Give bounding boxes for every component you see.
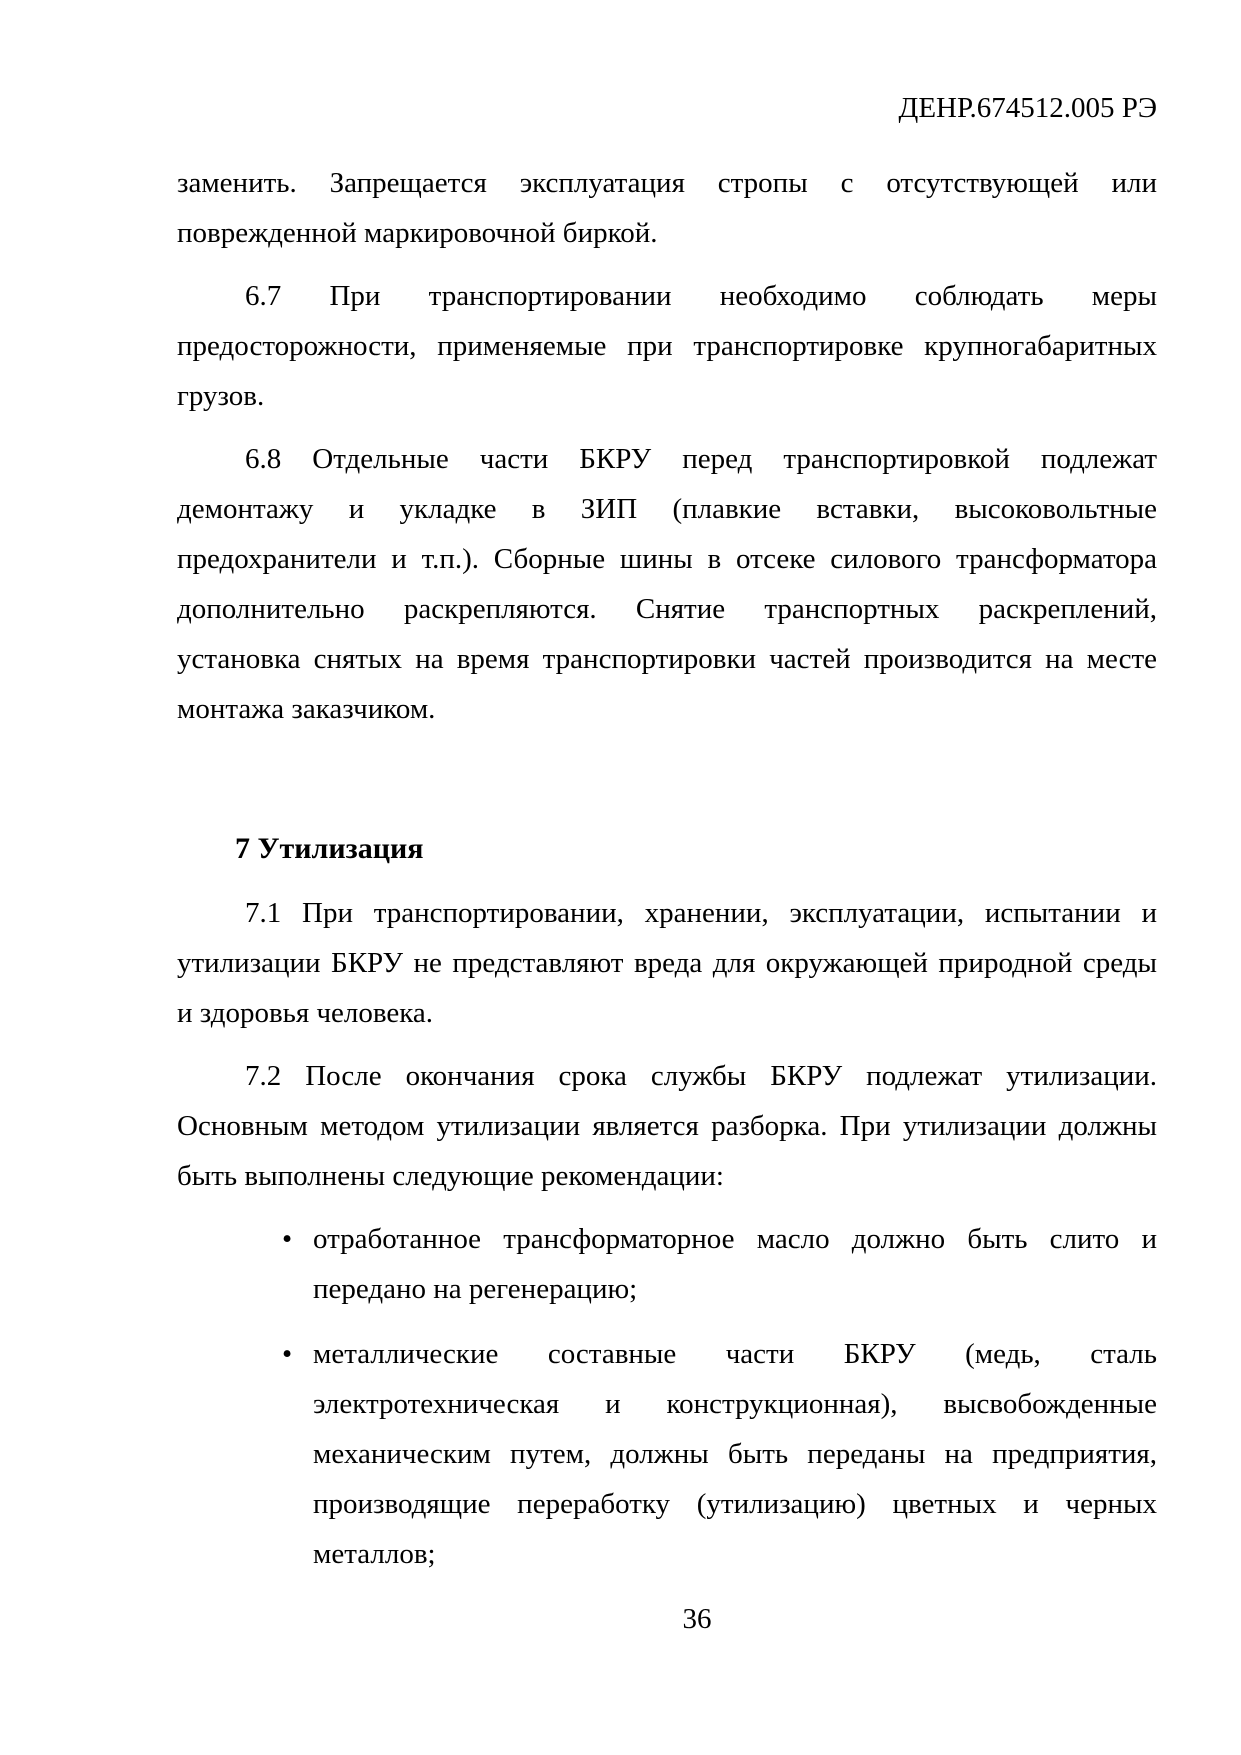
text-line: Основным методом утилизации является разборка. При утилизации должны xyxy=(177,1110,1157,1142)
bullet-icon: • xyxy=(282,1223,293,1255)
text-line: 6.8 Отдельные части БКРУ перед транспортировкой подлежат xyxy=(245,443,1157,475)
bullet-icon: • xyxy=(282,1338,293,1370)
text-line: грузов. xyxy=(177,380,265,412)
text-line: металлов; xyxy=(313,1538,436,1570)
section-7-heading: 7 Утилизация xyxy=(235,832,424,865)
header-doc-code: ДЕНР.674512.005 РЭ xyxy=(898,92,1157,124)
text-line: 6.7 При транспортировании необходимо соблюдать меры xyxy=(245,280,1157,312)
text-line: утилизации БКРУ не представляют вреда для окружающей природной среды xyxy=(177,947,1157,979)
text-line: предохранители и т.п.). Сборные шины в отсеке силового трансформатора xyxy=(177,543,1157,575)
text-line: 7.1 При транспортировании, хранении, эксплуатации, испытании и xyxy=(245,897,1157,929)
text-line: производящие переработку (утилизацию) цветных и черных xyxy=(313,1488,1157,1520)
page-number: 36 xyxy=(682,1603,712,1635)
text-line: электротехническая и конструкционная), высвобожденные xyxy=(313,1388,1157,1420)
text-line: заменить. Запрещается эксплуатация стропы с отсутствующей или xyxy=(177,167,1157,199)
document-body xyxy=(177,158,1157,1644)
text-line: быть выполнены следующие рекомендации: xyxy=(177,1160,724,1192)
text-line: дополнительно раскрепляются. Снятие транспортных раскреплений, xyxy=(177,593,1157,625)
paragraph-7-2 xyxy=(177,1051,1157,1201)
text-line: предосторожности, применяемые при транспортировке крупногабаритных xyxy=(177,330,1157,362)
paragraph-7-1 xyxy=(177,888,1157,1038)
text-line: отработанное трансформаторное масло должно быть слито и xyxy=(313,1223,1157,1255)
paragraph-sling-marking xyxy=(177,158,1157,258)
list-item-oil xyxy=(177,1214,1157,1314)
text-line: передано на регенерацию; xyxy=(313,1273,638,1305)
text-line: металлические составные части БКРУ (медь, сталь xyxy=(313,1338,1157,1370)
text-line: монтажа заказчиком. xyxy=(177,693,436,725)
text-line: 7.2 После окончания срока службы БКРУ подлежат утилизации. xyxy=(245,1060,1157,1092)
paragraph-6-7 xyxy=(177,271,1157,421)
text-line: установка снятых на время транспортировки частей производится на месте xyxy=(177,643,1157,675)
paragraph-6-8 xyxy=(177,434,1157,734)
text-line: и здоровья человека. xyxy=(177,997,434,1029)
list-item-metals xyxy=(177,1329,1157,1579)
text-line: поврежденной маркировочной биркой. xyxy=(177,217,658,249)
text-line: демонтажу и укладке в ЗИП (плавкие вставки, высоковольтные xyxy=(177,493,1157,525)
text-line: механическим путем, должны быть переданы на предприятия, xyxy=(313,1438,1157,1470)
